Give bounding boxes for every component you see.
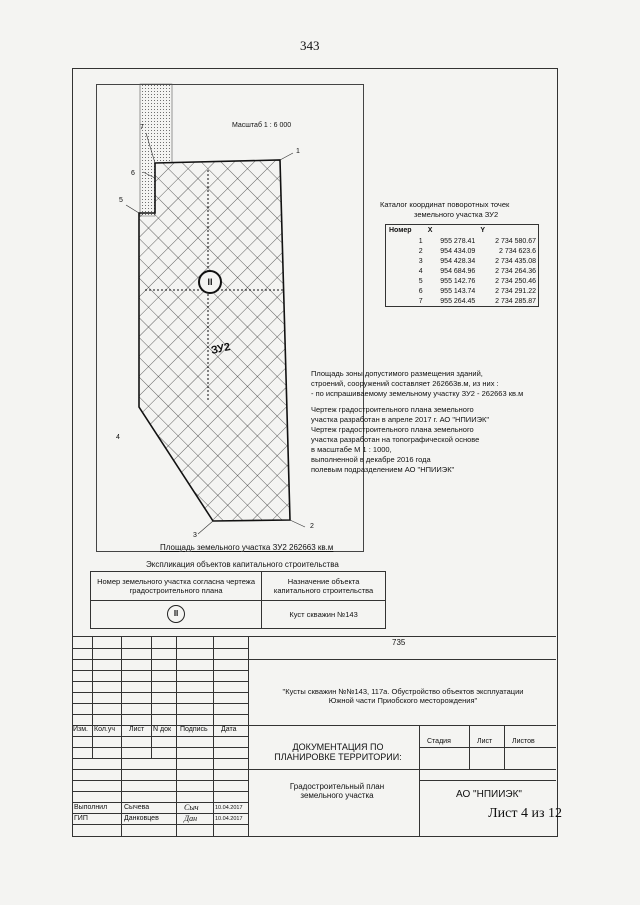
point-label: 3 [193, 532, 197, 539]
column-header: Подпись [180, 726, 208, 733]
documentation-title: ДОКУМЕНТАЦИЯ ПО ПЛАНИРОВКЕ ТЕРРИТОРИИ: [274, 742, 402, 762]
table-row: 1 955 278.41 2 734 580.67 [418, 237, 536, 245]
table-row: 6 955 143.74 2 734 291.22 [418, 287, 536, 295]
object-marker-icon: II [167, 605, 185, 623]
table-header-row: Номер X Y [389, 227, 485, 234]
column-header: Кол.уч [94, 726, 115, 733]
table-row: II Куст скважин №143 [91, 600, 386, 629]
table-row: 2 954 434.09 2 734 623.6 [418, 247, 536, 255]
page-number: 343 [300, 38, 320, 53]
sheet-title: Градостроительный план земельного участка [289, 782, 385, 800]
point-label: 2 [310, 523, 314, 530]
project-code: 735 [392, 638, 406, 647]
point-label: 5 [119, 197, 123, 204]
sheet-counter: Лист 4 из 12 [488, 806, 562, 821]
explication-table [90, 571, 386, 629]
point-label: 6 [131, 170, 135, 177]
drawing-note: Чертеж градостроительного плана земельного участка разработан в апреле 2017 г. АО "НПИИЭК" Чертеж градостроительного плана земельного участка разработан на топографической основе в масштабе М 1 : 1000, выполненной в декабре 2016 года полевым подразделением АО "НПИИЭК" [311, 405, 490, 474]
sign-date: 10.04.2017 [215, 816, 243, 822]
signature: Дан [184, 814, 198, 823]
table-row: 7 955 264.45 2 734 285.87 [418, 297, 536, 305]
signature: Сыч [184, 803, 199, 812]
table-row: 4 954 684.96 2 734 264.36 [418, 267, 536, 275]
project-title: "Кусты скважин №№143, 117а. Обустройство объектов эксплуатации Южной части Приобского месторождения" [282, 687, 524, 705]
zone-label: ЗУ2 [209, 341, 232, 357]
point-label: 4 [116, 434, 120, 441]
catalog-title: Каталог координат поворотных точек земельного участка ЗУ2 [380, 200, 510, 219]
company-name: АО "НПИИЭК" [456, 789, 522, 800]
column-header: Дата [221, 726, 237, 733]
explication-title: Экспликация объектов капитального строительства [146, 560, 339, 569]
column-header: Лист [129, 726, 145, 733]
column-header: Изм. [73, 726, 88, 733]
parcel-zu2 [139, 160, 290, 521]
signer-name: Данковцев [124, 815, 159, 822]
stage-header: Стадия [427, 738, 451, 745]
coordinates-table [385, 224, 539, 307]
sheet-header: Лист [477, 738, 493, 745]
table-row: 3 954 428.34 2 734 435.08 [418, 257, 536, 265]
area-caption: Площадь земельного участка ЗУ2 262663 кв.м [160, 543, 334, 552]
map-scale: Масштаб 1 : 6 000 [232, 122, 292, 129]
column-header: N док [153, 726, 172, 733]
table-row: 5 955 142.76 2 734 250.46 [418, 277, 536, 285]
signer-role: ГИП [74, 815, 88, 822]
table-header-row: Номер земельного участка согласна чертежа градостроительного плана Назначение объекта капитального строительства [91, 572, 386, 601]
sheets-header: Листов [512, 738, 535, 745]
area-note: Площадь зоны допустимого размещения зданий, строений, сооружений составляет 262663в.м, из них : - по испрашиваемому земельному участку ЗУ2 - 262663 кв.м [311, 369, 524, 398]
title-block [72, 636, 556, 836]
object-marker-circle: II [198, 270, 222, 294]
signer-role: Выполнил [74, 804, 108, 811]
point-label: 7 [140, 124, 144, 131]
signer-name: Сычева [124, 804, 150, 811]
sign-date: 10.04.2017 [215, 805, 243, 811]
point-label: 1 [296, 148, 300, 155]
